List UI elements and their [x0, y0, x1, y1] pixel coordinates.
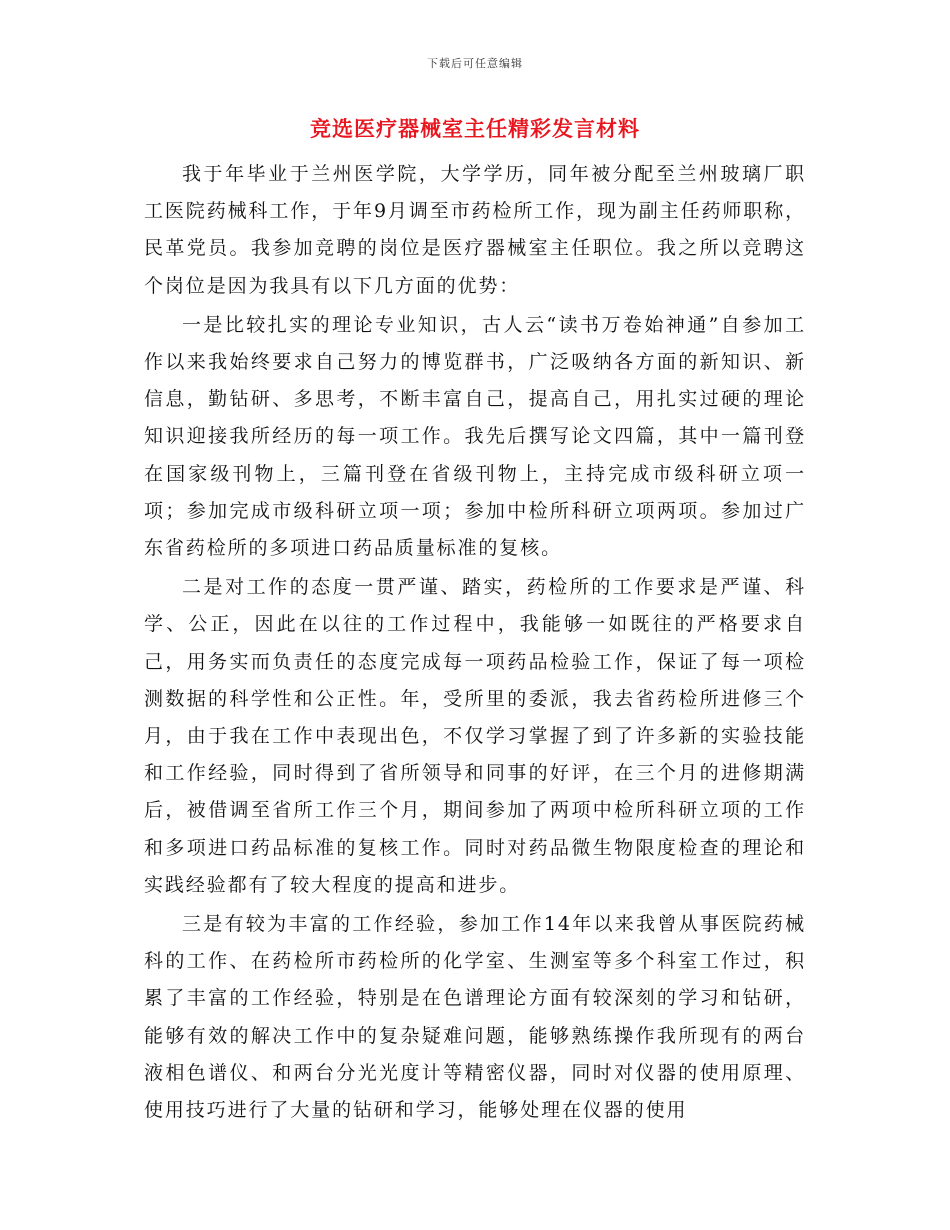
document-body: [144, 156, 806, 1131]
paragraph-4: 三是有较为丰富的工作经验，参加工作14年以来我曾从事医院药械科的工作、在药检所市药检所的化学室、生测室等多个科室工作过，积累了丰富的工作经验，特别是在色谱理论方面有较深刻的学习和钻研，能够有效的解决工作中的复杂疑难问题，能够熟练操作我所现有的两台液相色谱仪、和两台分光光度计等精密仪器，同时对仪器的使用原理、使用技巧进行了大量的钻研和学习，能够处理在仪器的使用: [144, 913, 806, 1122]
paragraph-3: 二是对工作的态度一贯严谨、踏实，药检所的工作要求是严谨、科学、公正，因此在以往的工作过程中，我能够一如既往的严格要求自己，用务实而负责任的态度完成每一项药品检验工作，保证了每一项检测数据的科学性和公正性。年，受所里的委派，我去省药检所进修三个月，由于我在工作中表现出色，不仅学习掌握了到了许多新的实验技能和工作经验，同时得到了省所领导和同事的好评，在三个月的进修期满后，被借调至省所工作三个月，期间参加了两项中检所科研立项的工作和多项进口药品标准的复核工作。同时对药品微生物限度检查的理论和实践经验都有了较大程度的提高和进步。: [144, 576, 806, 896]
document-title: 竞选医疗器械室主任精彩发言材料: [310, 116, 640, 141]
paragraph-1: 我于年毕业于兰州医学院，大学学历，同年被分配至兰州玻璃厂职工医院药械科工作，于年9月调至市药检所工作，现为副主任药师职称，民革党员。我参加竞聘的岗位是医疗器械室主任职位。我之所以竞聘这个岗位是因为我具有以下几方面的优势：: [144, 163, 806, 297]
header-note: 下载后可任意编辑: [427, 57, 523, 70]
paragraph-2: 一是比较扎实的理论专业知识，古人云“读书万卷始神通”自参加工作以来我始终要求自己努力的博览群书，广泛吸纳各方面的新知识、新信息，勤钻研、多思考，不断丰富自己，提高自己，用扎实过硬的理论知识迎接我所经历的每一项工作。我先后撰写论文四篇，其中一篇刊登在国家级刊物上，三篇刊登在省级刊物上，主持完成市级科研立项一项；参加完成市级科研立项一项；参加中检所科研立项两项。参加过广东省药检所的多项进口药品质量标准的复核。: [144, 313, 806, 560]
